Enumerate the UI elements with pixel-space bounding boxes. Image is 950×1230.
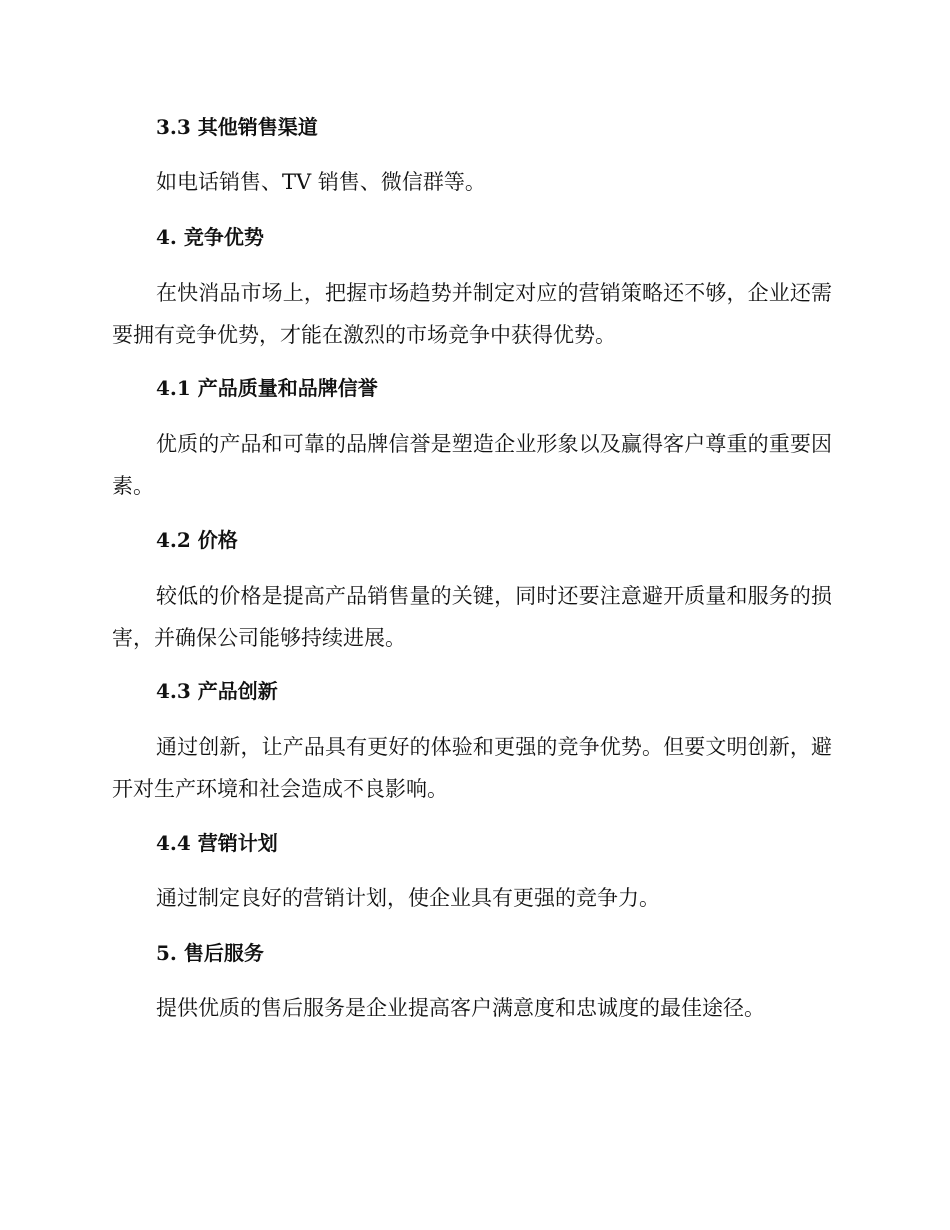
section-heading-4-2: 4.2 价格 bbox=[156, 528, 238, 552]
paragraph-price: 较低的价格是提高产品销售量的关键，同时还要注意避开质量和服务的损害，并确保公司能够持续进展。 bbox=[112, 584, 832, 650]
paragraph-marketing-plan: 通过制定良好的营销计划，使企业具有更强的竞争力。 bbox=[156, 886, 660, 910]
paragraph-quality-brand: 优质的产品和可靠的品牌信誉是塑造企业形象以及赢得客户尊重的重要因素。 bbox=[112, 432, 832, 498]
section-heading-4-4: 4.4 营销计划 bbox=[156, 831, 278, 855]
section-heading-4: 4. 竞争优势 bbox=[156, 225, 264, 249]
section-heading-3-3: 3.3 其他销售渠道 bbox=[156, 115, 318, 139]
section-heading-4-3: 4.3 产品创新 bbox=[156, 679, 278, 703]
paragraph-after-sales: 提供优质的售后服务是企业提高客户满意度和忠诚度的最佳途径。 bbox=[156, 996, 765, 1020]
paragraph-innovation: 通过创新，让产品具有更好的体验和更强的竞争优势。但要文明创新，避开对生产环境和社会造成不良影响。 bbox=[112, 735, 832, 801]
section-heading-5: 5. 售后服务 bbox=[156, 941, 264, 965]
paragraph-other-channels: 如电话销售、TV 销售、微信群等。 bbox=[156, 170, 486, 194]
section-heading-4-1: 4.1 产品质量和品牌信誉 bbox=[156, 376, 378, 400]
paragraph-competitive-advantage: 在快消品市场上，把握市场趋势并制定对应的营销策略还不够，企业还需要拥有竞争优势，才能在激烈的市场竞争中获得优势。 bbox=[112, 281, 832, 347]
